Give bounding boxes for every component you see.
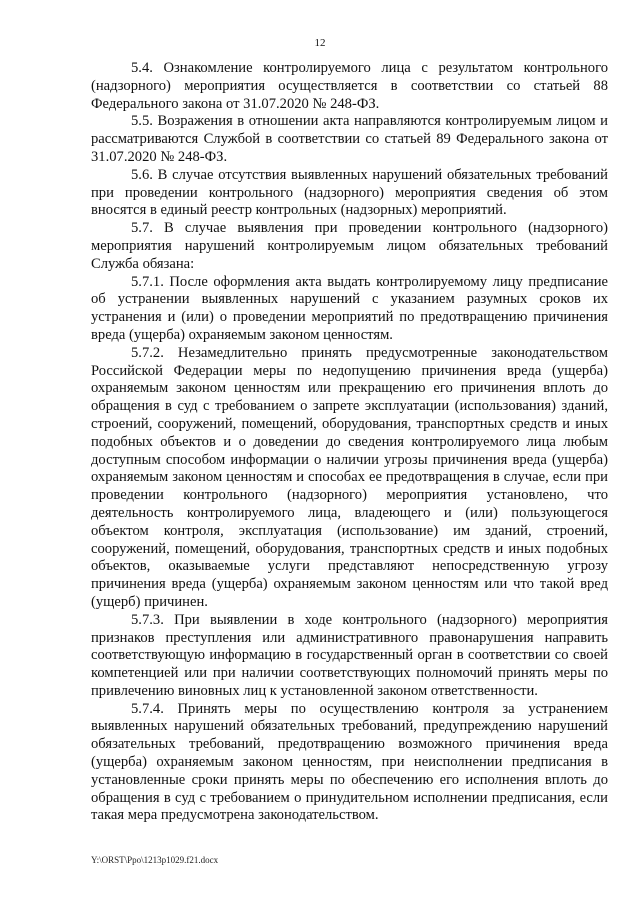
paragraph-5-7-4: 5.7.4. Принять меры по осуществлению контроля за устранением выявленных нарушений обязательных требований, предупреждению нарушений обязательных требований, предотвращению возможного причинения вреда (ущерба) охраняемым законом ценностям, при неисполнении предписания в установленные сроки принять меры по обеспечению его исполнения вплоть до обращения в суд с требованием о принудительном исполнении предписания, если такая мера предусмотрена законодательством. [91,700,608,824]
paragraph-5-5: 5.5. Возражения в отношении акта направляются контролируемым лицом и рассматриваются Службой в соответствии со статьей 89 Федерального закона от 31.07.2020 № 248-ФЗ. [91,113,608,165]
page-number: 12 [314,37,326,49]
paragraph-5-4: 5.4. Ознакомление контролируемого лица с результатом контрольного (надзорного) мероприятия осуществляется в соответствии со статьей 88 Федерального закона от 31.07.2020 № 248-ФЗ. [91,60,608,112]
paragraph-5-7: 5.7. В случае выявления при проведении контрольного (надзорного) мероприятия нарушений контролируемым лицом обязательных требований Служба обязана: [91,220,608,272]
paragraph-5-7-2: 5.7.2. Незамедлительно принять предусмотренные законодательством Российской Федерации меры по недопущению причинения вреда (ущерба) охраняемым законом ценностям или прекращению его причинения вплоть до обращения в суд с требованием о запрете эксплуатации (использования) зданий, строений, сооружений, помещений, оборудования, транспортных средств и иных подобных объектов и о доведении до сведения контролируемого лица любым доступным способом информации о наличии угрозы причинения вреда (ущерба) охраняемым законом ценностям и способах ее предотвращения в случае, если при проведении контрольного (надзорного) мероприятия установлено, что деятельность контролируемого лица, владеющего и (или) пользующегося объектом контроля, эксплуатация (использование) им зданий, строений, сооружений, помещений, оборудования, транспортных средств и иных подобных объектов, оказываемые услуги представляют непосредственную угрозу причинения вреда (ущерба) охраняемым законом ценностям или что такой вред (ущерб) причинен. [91,344,608,610]
footer-file-path: Y:\ORST\Ppo\1213p1029.f21.docx [91,855,219,865]
paragraph-5-7-3: 5.7.3. При выявлении в ходе контрольного (надзорного) мероприятия признаков преступления или административного правонарушения направить соответствующую информацию в государственный орган в соответствии со своей компетенцией или при наличии соответствующих полномочий принять меры по привлечению виновных лиц к установленной законом ответственности. [91,611,608,699]
paragraph-5-6: 5.6. В случае отсутствия выявленных нарушений обязательных требований при проведении контрольного (надзорного) мероприятия сведения об этом вносятся в единый реестр контрольных (надзорных) мероприятий. [91,166,608,219]
paragraph-5-7-1: 5.7.1. После оформления акта выдать контролируемому лицу предписание об устранении выявленных нарушений с указанием разумных сроков их устранения и (или) о проведении мероприятий по предотвращению причинения вреда (ущерба) охраняемым законом ценностям. [91,273,608,343]
document-body [91,60,608,825]
